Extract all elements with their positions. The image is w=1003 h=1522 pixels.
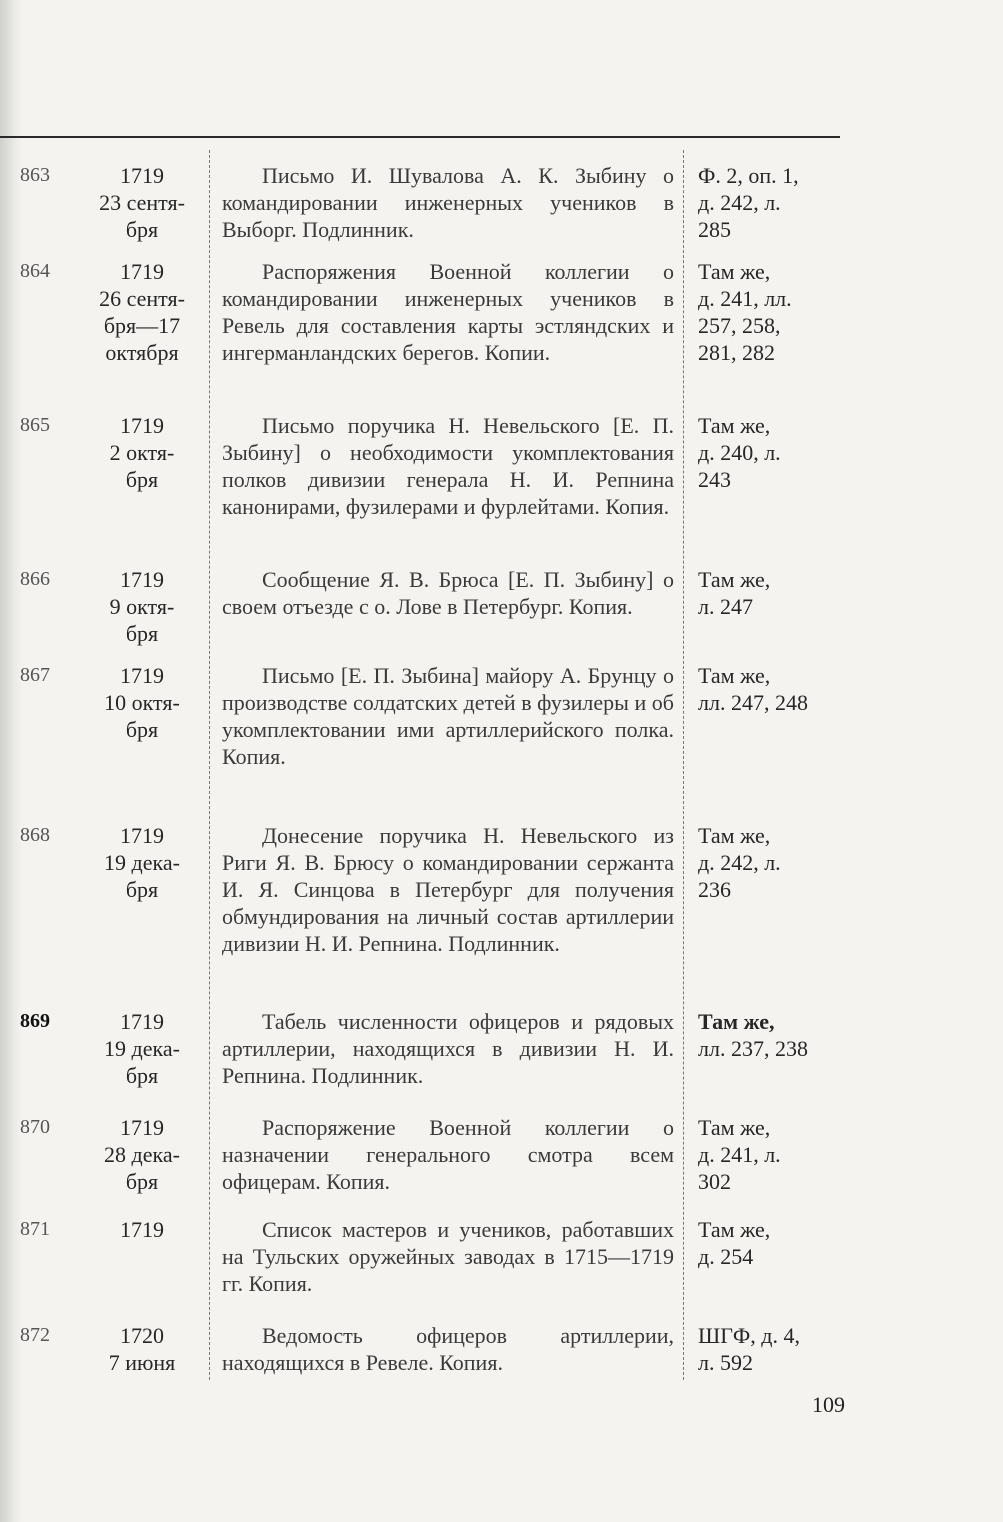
entry-source xyxy=(698,566,848,620)
table-top-rule xyxy=(0,136,840,138)
entry-source xyxy=(698,258,848,366)
date-line: 1719 xyxy=(120,663,164,688)
entry-date xyxy=(78,1008,206,1089)
source-line: Там же, xyxy=(698,663,771,688)
source-line: д. 240, л. xyxy=(698,440,781,465)
source-line: 302 xyxy=(698,1169,731,1194)
entry-source xyxy=(698,822,848,903)
date-line: октября xyxy=(105,340,179,365)
source-line: 257, 258, xyxy=(698,313,781,338)
source-line: ШГФ, д. 4, xyxy=(698,1323,800,1348)
source-line: Там же, xyxy=(698,1115,771,1140)
date-line: 26 сентя- xyxy=(99,286,185,311)
entry-number: 865 xyxy=(20,414,50,436)
entry-number: 867 xyxy=(20,664,50,686)
date-line: бря xyxy=(125,1063,159,1088)
entry-description: Сообщение Я. В. Брюса [Е. П. Зыбину] о своем отъезде с о. Лове в Петербург. Копия. xyxy=(222,567,674,619)
entry-description: Письмо поручика Н. Невельского [Е. П. Зыбину] о необходимости укомплектования полков дивизии генерала Н. И. Репнина канонирами, фузилерами и фурлейтами. Копия. xyxy=(222,413,674,519)
date-line: 23 сентя- xyxy=(99,190,185,215)
source-line: Там же, xyxy=(698,1217,771,1242)
source-line: л. 247 xyxy=(698,594,753,619)
date-line: 1719 xyxy=(120,1009,164,1034)
source-line: лл. 247, 248 xyxy=(698,690,808,715)
entry-date xyxy=(78,1322,206,1376)
date-line: бря—17 xyxy=(103,313,181,338)
entry-number: 866 xyxy=(20,568,50,590)
date-line: бря xyxy=(125,467,159,492)
entry-description: Список мастеров и учеников, работавших на Тульских оружейных заводах в 1715—1719 гг. Копия. xyxy=(222,1217,674,1296)
source-line: 236 xyxy=(698,877,731,902)
date-line: бря xyxy=(125,217,159,242)
date-line: бря xyxy=(125,1169,159,1194)
entry-date xyxy=(78,1114,206,1195)
entry-source xyxy=(698,162,848,243)
date-line: 7 июня xyxy=(108,1350,176,1375)
entry-number: 870 xyxy=(20,1116,50,1138)
entry-description: Распоряжение Военной коллегии о назначении генерального смотра всем офицерам. Копия. xyxy=(222,1115,674,1194)
entry-date xyxy=(78,258,206,366)
date-line: 19 дека- xyxy=(104,850,180,875)
entry-description: Письмо И. Шувалова А. К. Зыбину о командировании инженерных учеников в Выборг. Подлинник. xyxy=(222,163,674,242)
page-edge-shadow xyxy=(0,0,22,1522)
entry-date xyxy=(78,162,206,243)
entry-source xyxy=(698,1008,848,1062)
date-line: бря xyxy=(125,877,159,902)
entry-date xyxy=(78,412,206,493)
entry-number: 863 xyxy=(20,164,50,186)
date-line: бря xyxy=(125,717,159,742)
entry-source xyxy=(698,1216,848,1270)
entry-description: Ведомость офицеров артиллерии, находящихся в Ревеле. Копия. xyxy=(222,1323,674,1375)
source-line: Там же, xyxy=(698,567,771,592)
entry-number: 871 xyxy=(20,1218,50,1240)
source-line: д. 242, л. xyxy=(698,850,781,875)
source-line: л. 592 xyxy=(698,1350,753,1375)
date-line: 9 октя- xyxy=(109,594,175,619)
entry-description: Донесение поручика Н. Невельского из Риги Я. В. Брюсу о командировании сержанта И. Я. Синцова в Петербург для получения обмундирования на личный состав артиллерии дивизии Н. И. Репнина. Подлинник. xyxy=(222,823,674,956)
date-line: бря xyxy=(125,621,159,646)
date-line: 28 дека- xyxy=(104,1142,180,1167)
source-line: Там же, xyxy=(698,259,771,284)
source-line: 243 xyxy=(698,467,731,492)
source-line: Ф. 2, оп. 1, xyxy=(698,163,799,188)
date-line: 1719 xyxy=(120,823,164,848)
entry-number: 864 xyxy=(20,260,50,282)
entry-number: 869 xyxy=(20,1010,50,1032)
source-line: 281, 282 xyxy=(698,340,775,365)
entry-date xyxy=(78,1216,206,1243)
source-line: д. 254 xyxy=(698,1244,754,1269)
date-line: 1719 xyxy=(120,413,164,438)
column-divider-desc-source xyxy=(683,150,684,1380)
entry-source xyxy=(698,662,848,716)
entry-date xyxy=(78,662,206,743)
source-line: лл. 237, 238 xyxy=(698,1036,808,1061)
source-line: д. 241, л. xyxy=(698,1142,781,1167)
column-divider-date-desc xyxy=(209,150,210,1380)
entry-date xyxy=(78,822,206,903)
date-line: 1719 xyxy=(120,1217,164,1242)
date-line: 2 октя- xyxy=(109,440,175,465)
source-line: Там же, xyxy=(698,823,771,848)
entry-description: Письмо [Е. П. Зыбина] майору А. Брунцу о производстве солдатских детей в фузилеры и об укомплектовании ими артиллерийского полка. Копия. xyxy=(222,663,674,769)
entry-description: Распоряжения Военной коллегии о командировании инженерных учеников в Ревель для составления карты эстляндских и ингерманландских берегов. Копии. xyxy=(222,259,674,365)
source-line: д. 242, л. xyxy=(698,190,781,215)
source-line: 285 xyxy=(698,217,731,242)
entry-source xyxy=(698,412,848,493)
date-line: 1719 xyxy=(120,259,164,284)
entry-number: 868 xyxy=(20,824,50,846)
entry-date xyxy=(78,566,206,647)
entry-source xyxy=(698,1322,848,1376)
date-line: 1719 xyxy=(120,163,164,188)
date-line: 1719 xyxy=(120,1115,164,1140)
page-number: 109 xyxy=(812,1392,845,1417)
date-line: 19 дека- xyxy=(104,1036,180,1061)
date-line: 10 октя- xyxy=(104,690,180,715)
entry-source xyxy=(698,1114,848,1195)
source-line: д. 241, лл. xyxy=(698,286,792,311)
source-line: Там же, xyxy=(698,1009,775,1034)
entry-number: 872 xyxy=(20,1324,50,1346)
date-line: 1720 xyxy=(120,1323,164,1348)
source-line: Там же, xyxy=(698,413,771,438)
entry-description: Табель численности офицеров и рядовых артиллерии, находящихся в дивизии Н. И. Репнина. Подлинник. xyxy=(222,1009,674,1088)
date-line: 1719 xyxy=(120,567,164,592)
